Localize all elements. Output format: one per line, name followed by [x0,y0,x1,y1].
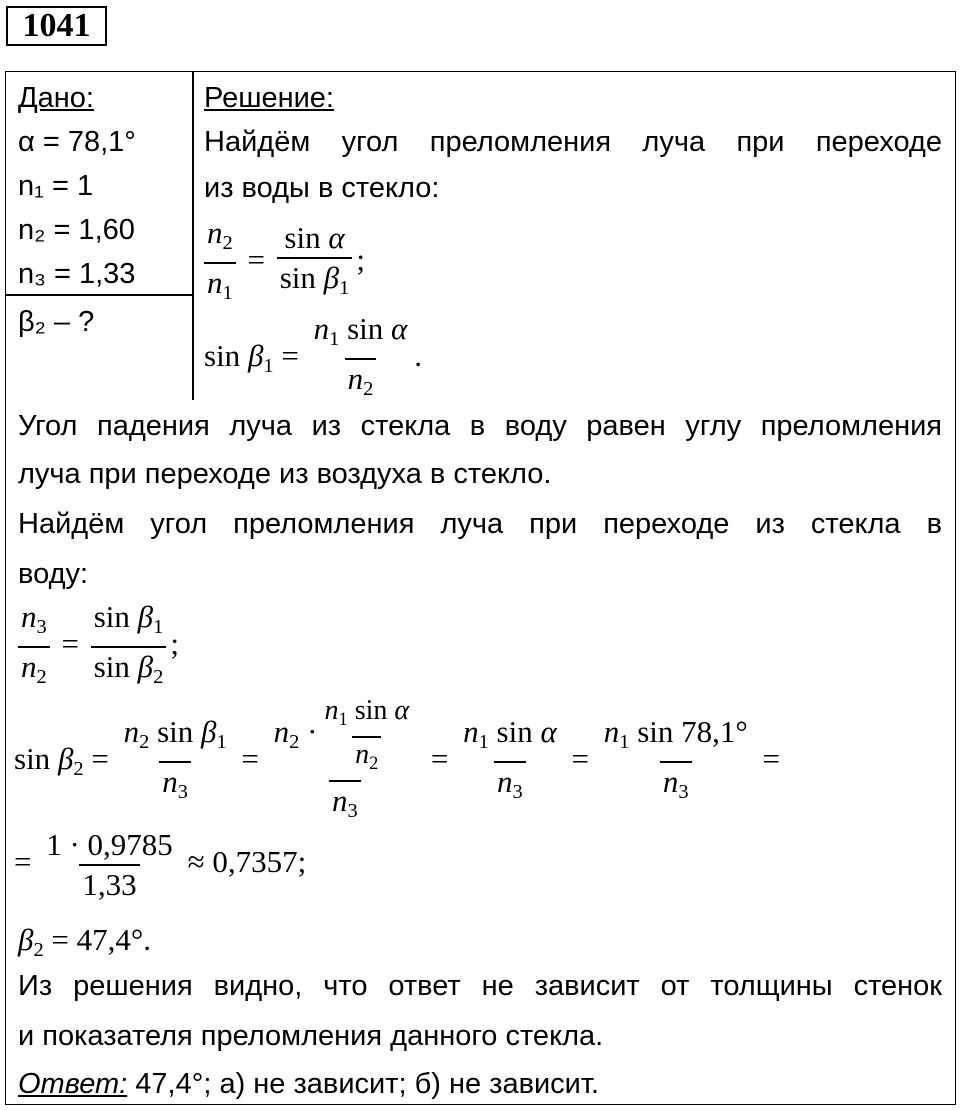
given-alpha: α = 78,1° [18,126,136,158]
given-n2: n₂ = 1,60 [18,214,135,246]
angle-value: 78,1° [681,714,748,749]
given-divider-vertical [192,71,194,400]
conclusion-line-1: Из решения видно, что ответ не зависит от толщины стенок [18,970,942,1002]
intro-line-1: Найдём угол преломления луча при переходе [204,126,942,158]
intro-line-2: из воды в стекло: [204,172,440,204]
approx-result: ≈ 0,7357; [187,844,307,880]
formula-sin-beta1: $\sin \beta_1$ = $\frac{n_1 \sin \alpha}{n_2}$ . [204,312,422,406]
conclusion-line-2: и показателя преломления данного стекла. [18,1020,604,1052]
formula-snell-2: $\frac{n_3}{n_2}$ = $\frac{\sin \beta_1}{\sin \beta_2}$ ; [14,600,179,694]
para2-line-1: Найдём угол преломления луча при переходе из стекла в [18,508,942,540]
beta2-value: = 47,4°. [51,922,152,957]
given-divider-horizontal [5,294,193,296]
given-find: β₂ – ? [18,306,95,338]
problem-number: 1041 [6,6,107,46]
solution-title: Решение: [204,82,334,114]
formula-beta2-result: $\beta_2 = 47,4^\circ$. [18,922,152,961]
given-n3: n₃ = 1,33 [18,258,136,290]
para2-line-2: воду: [18,558,89,590]
formula-numeric: = $\frac{1 \cdot 0,9785}{1,33}$ ≈ 0,7357; [14,827,307,902]
answer-text: 47,4°; а) не зависит; б) не зависит. [135,1068,599,1100]
formula-sin-beta2-chain: $\sin \beta_2$ = $\frac{n_2 \sin \beta_1}{n_3}$ = $n_2$ · $n_1$ sin α $n_2$ $n_3$ = $\frac{n_1 \sin \alpha}{n_3}$ = $\frac{n_1 \sin 78,1^\circ}{n_3}$ = [14,696,780,828]
para1-line-2: луча при переходе из воздуха в стекло. [18,458,552,490]
given-n1: n₁ = 1 [18,170,94,202]
numerator-value: 1 · 0,9785 [46,827,173,862]
formula-snell-1: $\frac{n_2}{n_1}$ = $\frac{\text{sin α}}{\sin \beta_1}$ ; [200,216,365,310]
given-title: Дано: [18,82,94,114]
answer-line [18,1066,599,1102]
denominator-value: 1,33 [79,864,139,902]
answer-label: Ответ: [18,1068,128,1100]
para1-line-1: Угол падения луча из стекла в воду равен углу преломления [18,410,942,442]
